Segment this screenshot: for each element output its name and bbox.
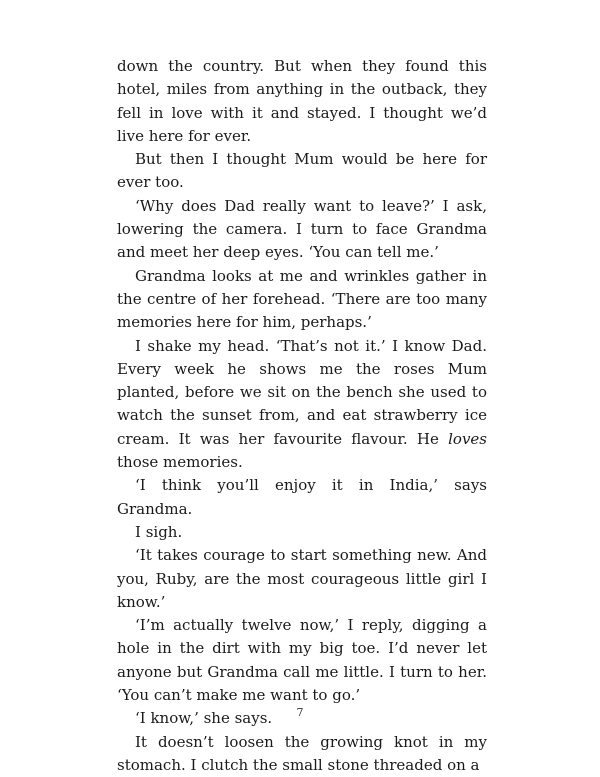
paragraph: Grandma looks at me and wrinkles gather in the centre of her forehead. ‘There are too many memories here for him, perhaps.’ — [117, 266, 487, 332]
paragraph: ‘Why does Dad really want to leave?’ I ask, lowering the camera. I turn to face Grandma and meet her deep eyes. ‘You can tell me.’ — [117, 196, 487, 262]
page-number: 7 — [296, 706, 304, 719]
paragraph: ‘I think you’ll enjoy it in India,’ says Grandma. — [117, 476, 487, 518]
italic-emphasis: loves — [448, 429, 487, 448]
paragraph — [117, 335, 487, 475]
paragraph: down the country. But when they found this hotel, miles from anything in the outback, they fell in love with it and stayed. I thought we’d live here for ever. — [117, 57, 487, 145]
paragraph-text-tail: those memories. — [117, 453, 243, 472]
paragraph-text: I shake my head. ‘That’s not it.’ I know Dad. Every week he shows me the roses Mum planted, before we sit on the bench she used to watch the sunset from, and eat strawberry ice cream. It was her favourite flavour. He — [117, 336, 487, 448]
paragraph: I sigh. — [135, 522, 183, 541]
paragraph: It doesn’t loosen the growing knot in my stomach. I clutch the small stone threaded on a — [117, 732, 487, 774]
body-text — [117, 55, 487, 777]
paragraph: ‘I know,’ she says. — [135, 709, 273, 728]
paragraph: ‘I’m actually twelve now,’ I reply, digging a hole in the dirt with my big toe. I’d never let anyone but Grandma call me little. I turn to her. ‘You can’t make me want to go.’ — [117, 616, 487, 705]
paragraph: ‘It takes courage to start something new. And you, Ruby, are the most courageous little girl I know.’ — [117, 546, 487, 611]
paragraph: But then I thought Mum would be here for ever too. — [117, 150, 487, 192]
